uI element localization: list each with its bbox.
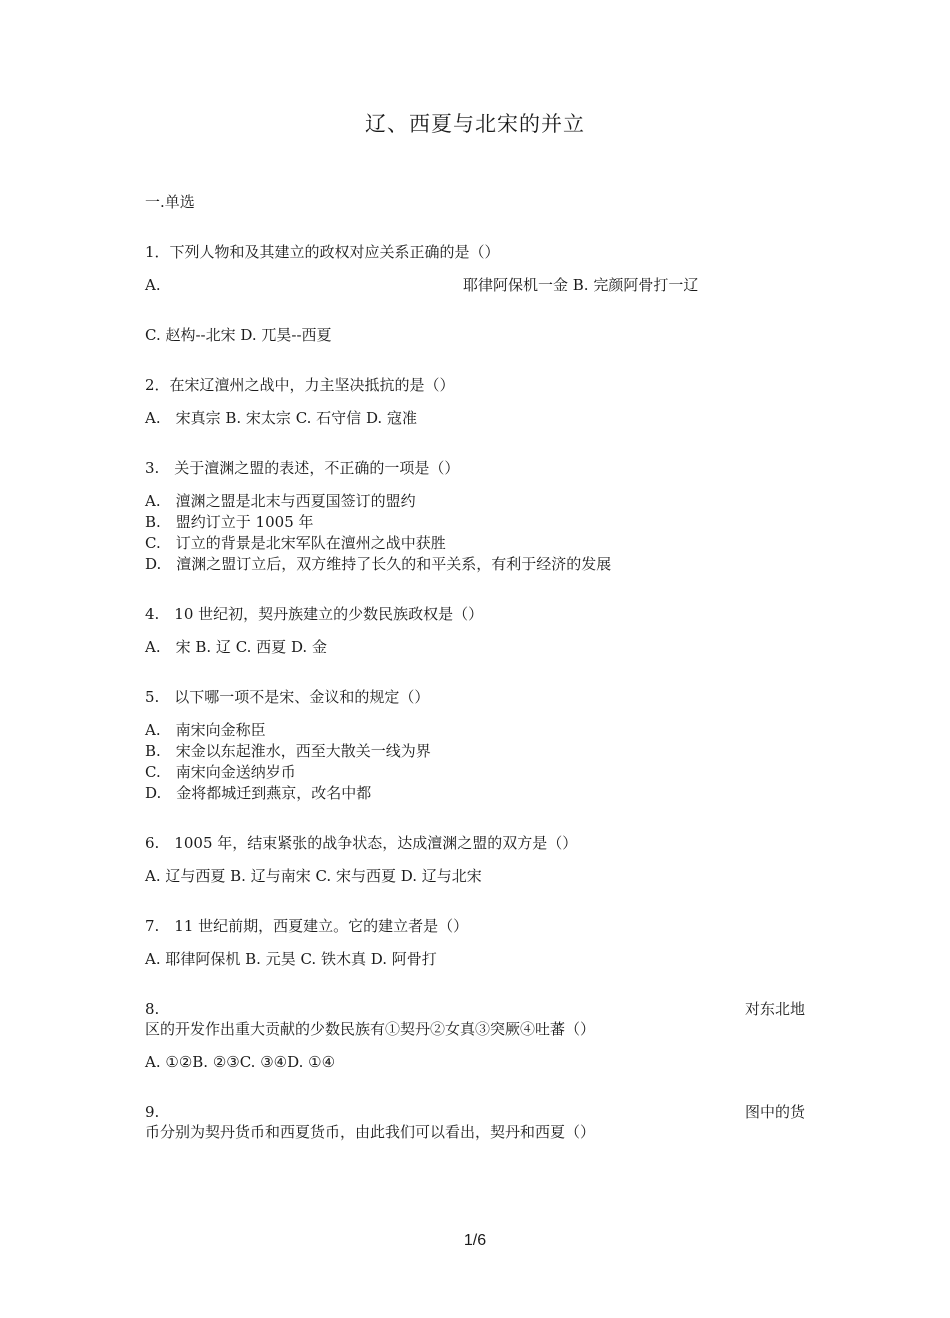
question-2-options: A. 宋真宗 B. 宋太宗 C. 石守信 D. 寇准	[145, 409, 417, 427]
question-6-stem: 6. 1005 年，结束紧张的战争状态，达成澶渊之盟的双方是（）	[145, 834, 578, 852]
question-8-options: A. ①②B. ②③C. ③④D. ①④	[145, 1053, 336, 1071]
question-1-option-a-label: A.	[145, 276, 161, 294]
question-5-option-d: D. 金将都城迁到燕京，改名中都	[145, 784, 372, 802]
question-7-stem: 7. 11 世纪前期，西夏建立。它的建立者是（）	[145, 917, 469, 935]
question-3-option-d: D. 澶渊之盟订立后，双方维持了长久的和平关系，有利于经济的发展	[145, 555, 612, 573]
question-9-stem-continued: 币分别为契丹货币和西夏货币，由此我们可以看出，契丹和西夏（）	[145, 1123, 596, 1141]
question-2-stem: 2．在宋辽澶州之战中，力主坚决抵抗的是（）	[145, 376, 455, 394]
question-7-options: A. 耶律阿保机 B. 元昊 C. 铁木真 D. 阿骨打	[145, 950, 437, 968]
question-3-option-b: B. 盟约订立于 1005 年	[145, 513, 314, 531]
question-8-stem-start: 对东北地	[745, 1000, 806, 1018]
question-9-number: 9.	[145, 1103, 160, 1121]
question-8-number: 8.	[145, 1000, 160, 1018]
question-4-stem: 4. 10 世纪初，契丹族建立的少数民族政权是（）	[145, 605, 484, 623]
question-3-option-a: A. 澶渊之盟是北末与西夏国签订的盟约	[145, 492, 416, 510]
question-8-stem-continued: 区的开发作出重大贡献的少数民族有①契丹②女真③突厥④吐蕃（）	[145, 1020, 596, 1038]
question-5-option-c: C. 南宋向金送纳岁币	[145, 763, 296, 781]
page-title: 辽、西夏与北宋的并立	[365, 112, 585, 136]
question-1-options-ab: 耶律阿保机一金 B. 完颜阿骨打一辽	[463, 276, 699, 294]
section-heading: 一.单选	[145, 193, 195, 211]
question-9-stem-start: 图中的货	[745, 1103, 806, 1121]
question-4-options: A. 宋 B. 辽 C. 西夏 D. 金	[145, 638, 327, 656]
question-5-option-b: B. 宋金以东起淮水，西至大散关一线为界	[145, 742, 431, 760]
question-3-option-c: C. 订立的背景是北宋军队在澶州之战中获胜	[145, 534, 446, 552]
question-6-options: A. 辽与西夏 B. 辽与南宋 C. 宋与西夏 D. 辽与北宋	[145, 867, 482, 885]
question-1-stem: 1．下列人物和及其建立的政权对应关系正确的是（）	[145, 243, 500, 261]
page-number: 1/6	[463, 1232, 487, 1249]
question-3-stem: 3. 关于澶渊之盟的表述，不正确的一项是（）	[145, 459, 460, 477]
question-5-stem: 5. 以下哪一项不是宋、金议和的规定（）	[145, 688, 430, 706]
question-1-options-cd: C. 赵构--北宋 D. 兀昊--西夏	[145, 326, 332, 344]
question-5-option-a: A. 南宋向金称臣	[145, 721, 266, 739]
